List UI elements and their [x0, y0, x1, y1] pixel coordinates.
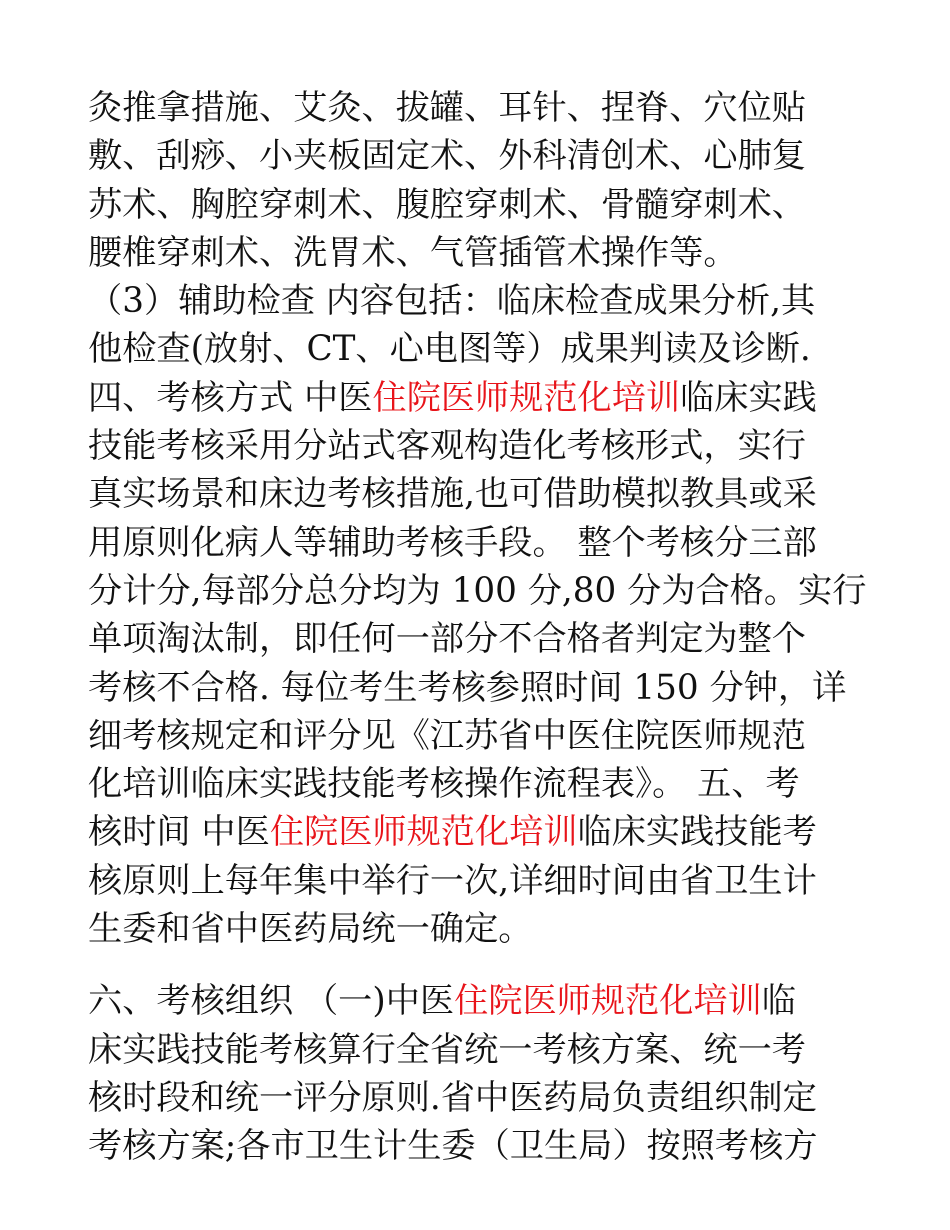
- highlighted-term: 住院医师规范化培训: [269, 812, 578, 853]
- text-line: [88, 712, 868, 760]
- text-line: [88, 325, 868, 373]
- text-segment: 核时间 中医: [88, 812, 270, 853]
- text-segment: 用原则化病人等辅助考核手段。 整个考核分三部: [88, 522, 817, 563]
- text-segment: 核原则上每年集中举行一次,详细时间由省卫生计: [88, 860, 817, 901]
- text-line: [88, 615, 868, 663]
- text-line: [88, 760, 868, 808]
- text-line: [88, 567, 868, 615]
- text-line: [88, 132, 868, 180]
- text-line: [88, 1026, 868, 1074]
- paragraph-1: [88, 84, 868, 953]
- text-segment: 灸推拿措施、艾灸、拔罐、耳针、捏脊、穴位贴: [88, 88, 806, 128]
- text-line: [88, 664, 868, 712]
- text-line: [88, 857, 868, 905]
- text-line: [88, 519, 868, 567]
- document-page: [88, 84, 868, 1171]
- text-segment: 分计分,每部分总分均为 100 分,80 分为合格。实行: [88, 570, 867, 611]
- highlighted-term: 住院医师规范化培训: [454, 981, 762, 1022]
- text-segment: 临: [761, 981, 796, 1022]
- text-segment: 敷、刮痧、小夹板固定术、外科清创术、心肺复: [88, 136, 806, 177]
- text-segment: 床实践技能考核算行全省统一考核方案、统一考: [88, 1029, 806, 1070]
- text-line: [88, 374, 868, 422]
- highlighted-term: 住院医师规范化培训: [372, 377, 681, 418]
- text-segment: 化培训临床实践技能考核操作流程表》。 五、考: [88, 764, 800, 805]
- text-segment: 临床实践技能考: [577, 812, 817, 853]
- text-segment: （3）辅助检查 内容包括：临床检查成果分析,其: [88, 281, 816, 322]
- text-line: [88, 470, 868, 518]
- text-segment: 单项淘汰制，即任何一部分不合格者判定为整个: [88, 619, 806, 660]
- text-segment: 核时段和统一评分原则.省中医药局负责组织制定: [88, 1077, 817, 1118]
- text-line: [88, 422, 868, 470]
- text-line: [88, 977, 868, 1025]
- text-segment: 考核不合格. 每位考生考核参照时间 150 分钟，详: [88, 667, 847, 708]
- text-line: [88, 905, 868, 953]
- paragraph-gap: [88, 953, 868, 977]
- text-segment: 真实场景和床边考核措施,也可借助模拟教具或采: [88, 474, 817, 515]
- text-segment: 技能考核采用分站式客观构造化考核形式，实行: [88, 426, 806, 467]
- text-segment: 苏术、胸腔穿刺术、腹腔穿刺术、骨髓穿刺术、: [88, 184, 806, 225]
- text-segment: 临床实践: [680, 377, 817, 418]
- text-segment: 考核方案;各市卫生计生委（卫生局）按照考核方: [88, 1126, 818, 1167]
- text-line: [88, 1122, 868, 1170]
- text-line: [88, 808, 868, 856]
- paragraph-2: [88, 977, 868, 1170]
- text-line: [88, 84, 868, 132]
- text-line: [88, 181, 868, 229]
- text-line: [88, 229, 868, 277]
- text-segment: 腰椎穿刺术、洗胃术、气管插管术操作等。: [88, 232, 738, 273]
- text-segment: 六、考核组织 （一)中医: [88, 981, 455, 1022]
- text-line: [88, 1074, 868, 1122]
- text-segment: 生委和省中医药局统一确定。: [88, 909, 533, 950]
- text-segment: 他检查(放射、CT、心电图等）成果判读及诊断.: [88, 329, 811, 370]
- text-line: [88, 277, 868, 325]
- text-segment: 四、考核方式 中医: [88, 377, 373, 418]
- text-segment: 细考核规定和评分见《江苏省中医住院医师规范: [88, 715, 806, 756]
